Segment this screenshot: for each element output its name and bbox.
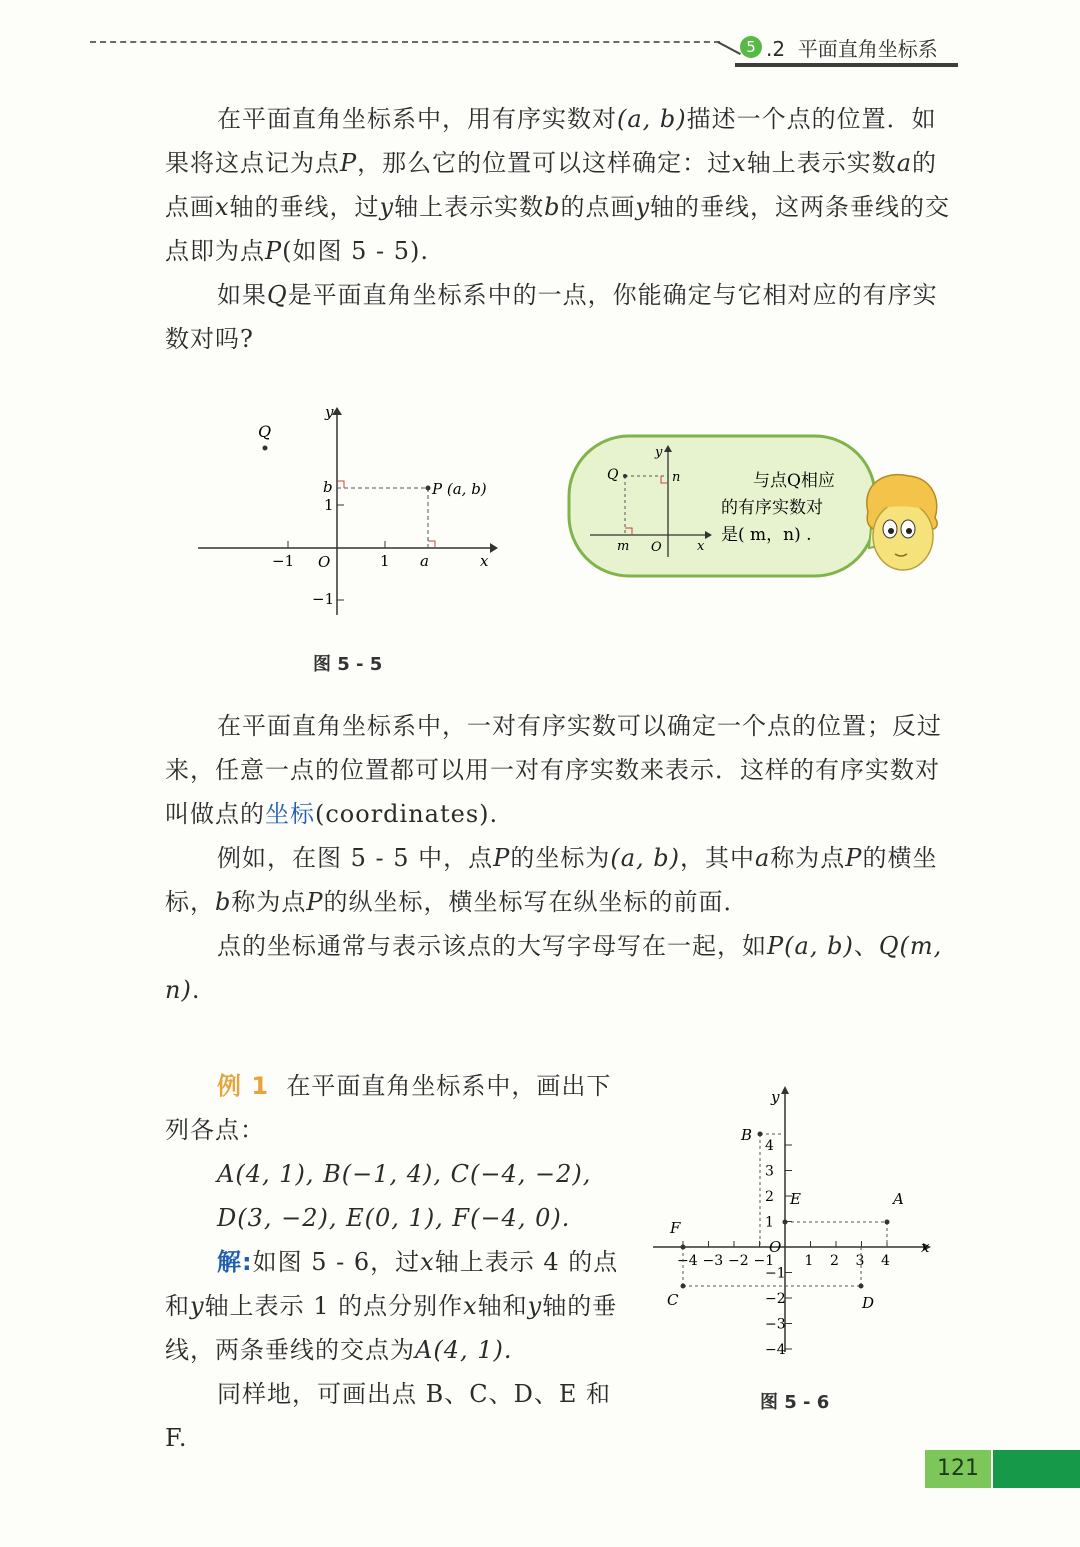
section-number-badge: 5: [740, 36, 762, 58]
f55-right-angle-a: [428, 541, 435, 548]
figure-5-5: [190, 395, 510, 625]
figure-5-6-caption: 图 5 - 6: [760, 1392, 830, 1413]
f56-tick-label-x: 3: [855, 1253, 865, 1269]
f55-label-y: y: [325, 403, 334, 421]
f56-point-E: [783, 1220, 788, 1225]
bubble-text-line3: 是( m，n) .: [721, 525, 812, 545]
bubble-label-origin: O: [651, 540, 662, 555]
example-points-1: A(4, 1), B(−1, 4), C(−4, −2),: [217, 1160, 592, 1188]
f56-tick-label-x: 2: [830, 1253, 839, 1269]
f56-tick-label-x: −2: [728, 1253, 749, 1269]
bubble-text-line2: 的有序实数对: [721, 498, 823, 518]
bubble-figure: [565, 432, 950, 582]
f56-tick-label-y: 1: [765, 1214, 774, 1231]
f56-point-F: [681, 1245, 686, 1250]
f55-y-arrow: [332, 407, 342, 415]
header-solid-rule: [735, 63, 958, 67]
paragraph-2: 如果Q是平面直角坐标系中的一点，你能确定与它相对应的有序实数对吗?: [165, 281, 938, 353]
f56-tick-label-x: −3: [702, 1253, 724, 1269]
f56-y-arrow: [781, 1086, 789, 1094]
f56-tick-label-x: −1: [753, 1253, 775, 1269]
f56-label-D: D: [862, 1294, 875, 1312]
paragraph-4: 例如，在图 5 - 5 中，点P的坐标为(a, b)，其中a称为点P的横坐标，b称为点P的纵坐标，横坐标写在纵坐标的前面．: [165, 844, 938, 916]
f55-x-arrow: [490, 543, 498, 553]
solution-label: 解:: [217, 1248, 253, 1276]
bubble-label-Q: Q: [607, 467, 619, 483]
f56-tick-label-y: 3: [765, 1163, 774, 1180]
f55-label-Q: Q: [258, 422, 272, 441]
f55-point-Q: [263, 446, 268, 451]
paragraph-5: 点的坐标通常与表示该点的大写字母写在一起，如P(a, b)、Q(m, n).: [165, 932, 943, 1004]
f56-label-C: C: [667, 1291, 679, 1309]
f56-tick-label-y: 4: [765, 1138, 774, 1154]
f56-tick-label-x: −4: [677, 1253, 698, 1269]
section-title: .2 平面直角坐标系: [766, 37, 938, 61]
f55-label-b: b: [323, 478, 333, 496]
f56-tick-label-y: −1: [765, 1265, 786, 1282]
f55-label-1-y: 1: [324, 496, 334, 514]
f55-label-P: P (a, b): [432, 480, 487, 498]
f56-tick-label-x: 4: [881, 1253, 890, 1269]
paragraph-3: 在平面直角坐标系中，一对有序实数可以确定一个点的位置；反过来，任意一点的位置都可以用一对有序实数来表示．这样的有序实数对叫做点的坐标(coordinates).: [165, 712, 942, 828]
intro-text: [165, 97, 957, 361]
f55-label-neg1-x: −1: [272, 552, 295, 570]
example-statement: 例 1 在平面直角坐标系中，画出下列各点：: [165, 1072, 612, 1144]
bubble-label-y: y: [655, 445, 663, 460]
f56-point-D: [859, 1284, 864, 1289]
f56-label-x: x: [921, 1238, 930, 1256]
term-coordinates: 坐标: [265, 800, 315, 828]
f56-label-E: E: [790, 1190, 801, 1208]
f56-tick-label-y: −2: [765, 1291, 786, 1307]
page-number-bar: [993, 1450, 1080, 1488]
figure-5-6: [645, 1080, 945, 1365]
f55-label-neg1-y: −1: [312, 590, 335, 608]
f56-tick-label-y: 2: [765, 1189, 774, 1205]
bubble-label-m: m: [617, 539, 630, 554]
f56-label-origin: O: [769, 1238, 782, 1256]
f55-label-x: x: [480, 552, 489, 570]
example-last-line: 同样地，可画出点 B、C、D、E 和 F.: [165, 1380, 612, 1452]
cartoon-character-icon: [867, 475, 937, 570]
bubble-label-x: x: [697, 539, 705, 554]
f56-label-A: A: [893, 1190, 904, 1208]
f56-tick-label-y: −3: [765, 1316, 786, 1333]
header-dashed-rule: [90, 41, 720, 43]
f55-point-P: [426, 486, 431, 491]
figure-5-5-caption: 图 5 - 5: [313, 654, 383, 675]
example-label: 例 1: [217, 1072, 270, 1100]
f56-label-y: y: [771, 1088, 780, 1106]
f55-right-angle-b: [337, 481, 344, 488]
example-solution: 解:如图 5 - 6，过x轴上表示 4 的点和y轴上表示 1 的点分别作x轴和y轴的垂线，两条垂线的交点为A(4, 1).: [165, 1248, 619, 1364]
f56-tick-label-x: 1: [804, 1253, 814, 1269]
header-slant-rule: [717, 41, 741, 55]
f56-tick-label-y: −4: [765, 1342, 786, 1358]
example-1: [165, 1064, 635, 1460]
f56-label-B: B: [741, 1126, 753, 1144]
f56-point-B: [758, 1132, 763, 1137]
page-number: 121: [937, 1456, 979, 1481]
f56-point-C: [681, 1284, 686, 1289]
bubble-text-line1: 与点Q相应: [753, 471, 835, 491]
bubble-label-n: n: [672, 470, 681, 485]
f55-label-a: a: [420, 552, 429, 570]
f56-point-A: [885, 1220, 890, 1225]
f56-label-F: F: [670, 1219, 681, 1237]
f56-ticks: [677, 1138, 890, 1358]
f55-label-1-x: 1: [380, 552, 390, 570]
example-points-2: D(3, −2), E(0, 1), F(−4, 0).: [217, 1204, 571, 1232]
bubble-point-Q: [623, 474, 627, 478]
f55-label-origin: O: [318, 553, 331, 571]
paragraph-1: 在平面直角坐标系中，用有序实数对(a, b)描述一个点的位置．如果将这点记为点P，那么它的位置可以这样确定：过x轴上表示实数a的点画x轴的垂线，过y轴上表示实数b的点画y轴的垂线，这两条垂线的交点即为点P(如图 5 - 5).: [165, 105, 951, 265]
coordinates-text: [165, 704, 957, 1012]
